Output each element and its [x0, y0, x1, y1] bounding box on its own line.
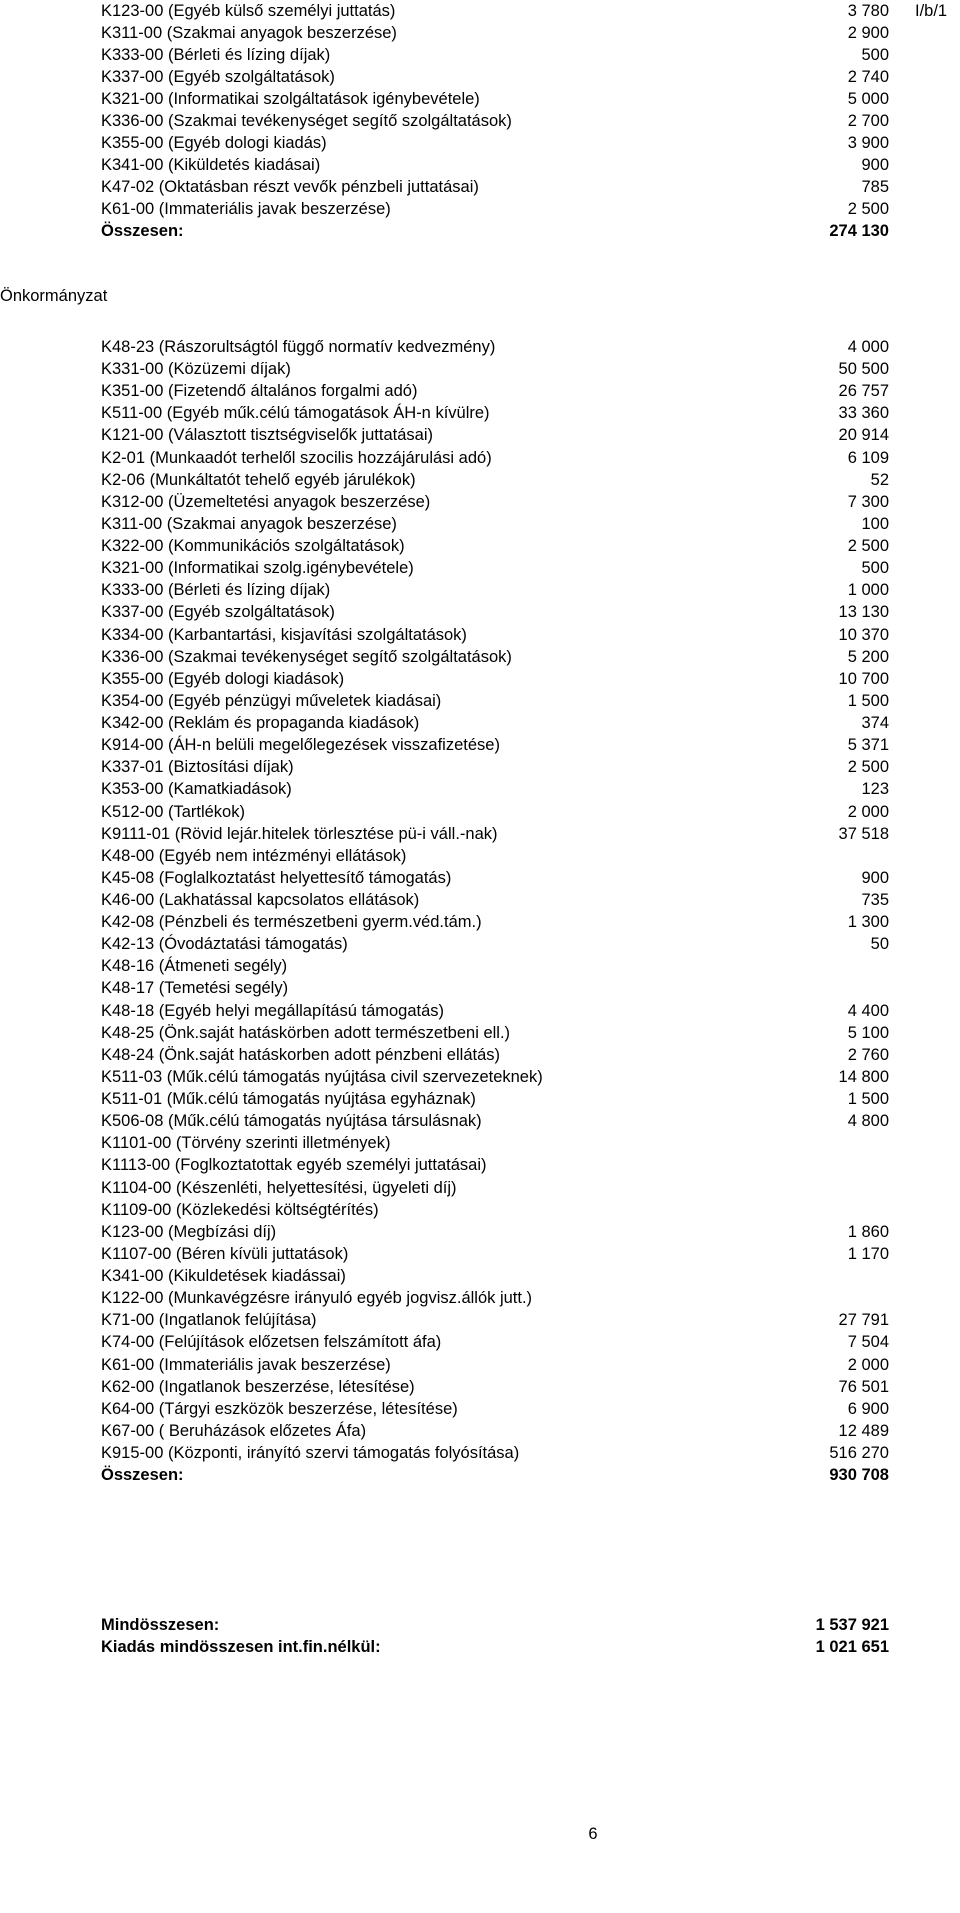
- row-label: Mindösszesen:: [101, 1616, 220, 1634]
- row-value: 2 740: [847, 68, 889, 86]
- row-value: 2 700: [847, 112, 889, 130]
- row-value: 900: [861, 156, 889, 174]
- row-label: K67-00 ( Beruházások előzetes Áfa): [101, 1421, 367, 1440]
- row-value: 76 501: [838, 1377, 889, 1396]
- row-value: 5 000: [847, 90, 889, 108]
- row-value: 2 000: [847, 802, 889, 821]
- row-value: 20 914: [838, 426, 889, 445]
- row-label: K511-01 (Műk.célú támogatás nyújtása egyháznak): [101, 1090, 476, 1109]
- row-label: K48-16 (Átmeneti segély): [101, 957, 288, 976]
- row-value: 10 700: [838, 669, 889, 688]
- table-row: [0, 690, 960, 712]
- row-label: K311-00 (Szakmai anyagok beszerzése): [101, 24, 397, 42]
- row-value: 26 757: [838, 382, 889, 401]
- row-value: 1 300: [847, 913, 889, 932]
- row-value: 1 021 651: [815, 1638, 889, 1656]
- row-label: K2-06 (Munkáltatót tehelő egyéb járulékok): [101, 470, 416, 489]
- row-label: K333-00 (Bérleti és lízing díjak): [101, 46, 331, 64]
- row-label: K123-00 (Egyéb külső személyi juttatás): [101, 2, 396, 20]
- table-row: [0, 1398, 960, 1420]
- table-row: [0, 889, 960, 911]
- row-value: 5 371: [847, 736, 889, 755]
- row-label: K336-00 (Szakmai tevékenységet segítő szolgáltatások): [101, 112, 512, 130]
- table-row: [0, 1243, 960, 1265]
- row-label: K353-00 (Kamatkiadások): [101, 780, 292, 799]
- row-label: K337-00 (Egyéb szolgáltatások): [101, 603, 335, 622]
- row-value: 1 000: [847, 581, 889, 600]
- table-row: [0, 801, 960, 823]
- row-label: K311-00 (Szakmai anyagok beszerzése): [101, 514, 397, 533]
- row-label: K71-00 (Ingatlanok felújítása): [101, 1311, 317, 1330]
- table-row: [0, 1022, 960, 1044]
- row-label: K321-00 (Informatikai szolg.igénybevétele): [101, 559, 414, 578]
- row-label: K341-00 (Kikuldetések kiadássai): [101, 1267, 346, 1286]
- row-label: K62-00 (Ingatlanok beszerzése, létesítése): [101, 1377, 415, 1396]
- table-row: [0, 336, 960, 358]
- row-value: 52: [870, 470, 889, 489]
- row-label: K42-08 (Pénzbeli és természetbeni gyerm.véd.tám.): [101, 913, 482, 932]
- row-value: 7 300: [847, 492, 889, 511]
- row-value: 516 270: [829, 1444, 889, 1462]
- row-value: 374: [861, 714, 889, 733]
- row-value: 2 500: [847, 758, 889, 777]
- table-row: [0, 1614, 960, 1636]
- table-row: [0, 1420, 960, 1442]
- row-value: 123: [861, 780, 889, 799]
- row-value: 4 000: [847, 338, 889, 356]
- row-label: K48-24 (Önk.saját hatáskorben adott pénzbeni ellátás): [101, 1045, 500, 1064]
- row-value: 1 170: [847, 1244, 889, 1263]
- row-label: Kiadás mindösszesen int.fin.nélkül:: [101, 1638, 381, 1656]
- row-label: K321-00 (Informatikai szolgáltatások igénybevétele): [101, 90, 480, 108]
- row-label: K1107-00 (Béren kívüli juttatások): [101, 1244, 349, 1263]
- row-label: K1109-00 (Közlekedési költségtérítés): [101, 1200, 379, 1219]
- table-row: [0, 955, 960, 977]
- table-row: [0, 557, 960, 579]
- row-label: K64-00 (Tárgyi eszközök beszerzése, létesítése): [101, 1399, 458, 1418]
- table-row: [0, 1442, 960, 1464]
- row-value: 785: [861, 178, 889, 196]
- row-value: 12 489: [838, 1421, 889, 1440]
- table-row: [0, 823, 960, 845]
- row-label: K48-23 (Rászorultságtól függő normatív kedvezmény): [101, 338, 496, 356]
- page-number-row: [0, 1825, 960, 1844]
- row-value: 735: [861, 891, 889, 909]
- table-row: [0, 402, 960, 424]
- table-row: [0, 176, 960, 198]
- table-row: [0, 1044, 960, 1066]
- row-label: K506-08 (Műk.célú támogatás nyújtása társulásnak): [101, 1112, 482, 1131]
- row-value: 6 900: [847, 1399, 889, 1418]
- row-label: K334-00 (Karbantartási, kisjavítási szolgáltatások): [101, 625, 467, 644]
- row-label: K45-08 (Foglalkoztatást helyettesítő támogatás): [101, 868, 452, 887]
- table-row: [0, 424, 960, 446]
- table-row: [0, 601, 960, 623]
- table-row: [0, 1154, 960, 1176]
- row-label: K48-00 (Egyéb nem intézményi ellátások): [101, 846, 407, 865]
- row-label: K48-25 (Önk.saját hatáskörben adott természetbeni ell.): [101, 1023, 511, 1042]
- row-label: K337-01 (Biztosítási díjak): [101, 758, 294, 777]
- row-label: K42-13 (Óvodáztatási támogatás): [101, 935, 348, 954]
- table-row: [0, 0, 960, 22]
- row-label: K331-00 (Közüzemi díjak): [101, 360, 291, 379]
- row-value: 5 200: [847, 647, 889, 666]
- row-label: K48-18 (Egyéb helyi megállapítású támogatás): [101, 1001, 445, 1020]
- row-value: 3 780: [847, 2, 889, 20]
- table-row: [0, 933, 960, 955]
- row-value: 500: [861, 559, 889, 578]
- table-row: [0, 110, 960, 132]
- row-label: Összesen:: [101, 1466, 184, 1485]
- row-value: 4 400: [847, 1001, 889, 1020]
- row-value: 50 500: [838, 360, 889, 379]
- row-value: 50: [870, 935, 889, 954]
- table-row: [0, 1132, 960, 1154]
- table-row: [0, 1331, 960, 1353]
- row-label: Összesen:: [101, 222, 184, 240]
- table-row: [0, 88, 960, 110]
- row-label: K48-17 (Temetési segély): [101, 979, 289, 998]
- table-row: [0, 220, 960, 242]
- row-value: 4 800: [847, 1112, 889, 1131]
- row-value: 1 860: [847, 1222, 889, 1241]
- row-value: 33 360: [838, 404, 889, 423]
- page-tag: I/b/1: [915, 2, 948, 20]
- row-label: K46-00 (Lakhatással kapcsolatos ellátások): [101, 891, 420, 909]
- row-label: K512-00 (Tartlékok): [101, 802, 245, 821]
- table-row: [0, 756, 960, 778]
- table-row: [0, 198, 960, 220]
- table-row: [0, 668, 960, 690]
- table-row: [0, 778, 960, 800]
- row-value: 7 504: [847, 1333, 889, 1352]
- row-label: K341-00 (Kiküldetés kiadásai): [101, 156, 321, 174]
- row-value: 2 500: [847, 200, 889, 218]
- table-row: [0, 1265, 960, 1287]
- row-value: 5 100: [847, 1023, 889, 1042]
- row-value: 13 130: [838, 603, 889, 622]
- side-label-onkormanyzat: Önkormányzat: [0, 287, 108, 305]
- row-value: 500: [861, 46, 889, 64]
- table-row: [0, 66, 960, 88]
- row-value: 100: [861, 514, 889, 533]
- row-value: 274 130: [829, 222, 889, 240]
- row-label: K2-01 (Munkaadót terhelől szocilis hozzájárulási adó): [101, 448, 492, 467]
- table-row: [0, 1464, 960, 1486]
- page-number: 6: [588, 1825, 598, 1843]
- row-value: 1 537 921: [815, 1616, 889, 1634]
- table-row: [0, 1088, 960, 1110]
- row-label: K337-00 (Egyéb szolgáltatások): [101, 68, 335, 86]
- row-value: 2 760: [847, 1045, 889, 1064]
- row-label: K1101-00 (Törvény szerinti illetmények): [101, 1134, 391, 1153]
- table-row: [0, 1221, 960, 1243]
- row-label: K122-00 (Munkavégzésre irányuló egyéb jogvisz.állók jutt.): [101, 1289, 533, 1308]
- table-row: [0, 22, 960, 44]
- row-label: K1104-00 (Készenléti, helyettesítési, ügyeleti díj): [101, 1178, 457, 1197]
- table-row: [0, 469, 960, 491]
- table-row: [0, 491, 960, 513]
- row-value: 2 900: [847, 24, 889, 42]
- table-row: [0, 646, 960, 668]
- row-label: K355-00 (Egyéb dologi kiadás): [101, 134, 327, 152]
- row-value: 1 500: [847, 691, 889, 710]
- table-row: [0, 977, 960, 999]
- table-row: [0, 734, 960, 756]
- row-value: 10 370: [838, 625, 889, 644]
- row-label: K511-03 (Műk.célú támogatás nyújtása civil szervezeteknek): [101, 1067, 543, 1086]
- row-label: K322-00 (Kommunikációs szolgáltatások): [101, 537, 405, 556]
- row-label: K355-00 (Egyéb dologi kiadások): [101, 669, 345, 688]
- row-value: 2 500: [847, 537, 889, 556]
- row-value: 3 900: [847, 134, 889, 152]
- row-label: K342-00 (Reklám és propaganda kiadások): [101, 714, 420, 733]
- table-row: [0, 1354, 960, 1376]
- table-row: [0, 380, 960, 402]
- row-label: K61-00 (Immateriális javak beszerzése): [101, 1355, 391, 1374]
- table-row: [0, 624, 960, 646]
- row-value: 37 518: [838, 824, 889, 843]
- table-row: [0, 1309, 960, 1331]
- table-row: [0, 1636, 960, 1658]
- table-row: [0, 1177, 960, 1199]
- table-row: [0, 132, 960, 154]
- table-row: [0, 513, 960, 535]
- row-label: K333-00 (Bérleti és lízing díjak): [101, 581, 331, 600]
- table-row: [0, 867, 960, 889]
- row-value: 2 000: [847, 1355, 889, 1374]
- row-label: K61-00 (Immateriális javak beszerzése): [101, 200, 391, 218]
- row-label: K47-02 (Oktatásban részt vevők pénzbeli juttatásai): [101, 178, 479, 196]
- table-row: [0, 447, 960, 469]
- row-value: 1 500: [847, 1090, 889, 1109]
- row-label: K312-00 (Üzemeltetési anyagok beszerzése): [101, 492, 431, 511]
- row-label: K121-00 (Választott tisztségviselők juttatásai): [101, 426, 433, 445]
- table-row: [0, 1199, 960, 1221]
- row-value: 900: [861, 868, 889, 887]
- table-row: [0, 44, 960, 66]
- row-label: K354-00 (Egyéb pénzügyi műveletek kiadásai): [101, 691, 442, 710]
- row-value: 14 800: [838, 1067, 889, 1086]
- row-value: 930 708: [829, 1466, 889, 1485]
- table-row: [0, 1066, 960, 1088]
- row-label: K351-00 (Fizetendő általános forgalmi adó): [101, 382, 418, 401]
- row-label: K9111-01 (Rövid lejár.hitelek törlesztése pü-i váll.-nak): [101, 824, 498, 843]
- table-row: [0, 1376, 960, 1398]
- table-row: [0, 1287, 960, 1309]
- table-row: [0, 535, 960, 557]
- table-row: [0, 845, 960, 867]
- table-row: [0, 911, 960, 933]
- table-row: [0, 1110, 960, 1132]
- row-value: 6 109: [847, 448, 889, 467]
- row-label: K914-00 (ÁH-n belüli megelőlegezések visszafizetése): [101, 736, 500, 755]
- table-row: [0, 579, 960, 601]
- table-row: [0, 358, 960, 380]
- table-row: [0, 712, 960, 734]
- table-row: [0, 154, 960, 176]
- row-value: 27 791: [838, 1311, 889, 1330]
- row-label: K915-00 (Központi, irányító szervi támogatás folyósítása): [101, 1444, 520, 1462]
- row-label: K336-00 (Szakmai tevékenységet segítő szolgáltatások): [101, 647, 512, 666]
- row-label: K74-00 (Felújítások előzetsen felszámított áfa): [101, 1333, 442, 1352]
- row-label: K511-00 (Egyéb műk.célú támogatások ÁH-n kívülre): [101, 404, 490, 423]
- row-label: K123-00 (Megbízási díj): [101, 1222, 277, 1241]
- row-label: K1113-00 (Foglkoztatottak egyéb személyi juttatásai): [101, 1156, 487, 1175]
- table-row: [0, 1000, 960, 1022]
